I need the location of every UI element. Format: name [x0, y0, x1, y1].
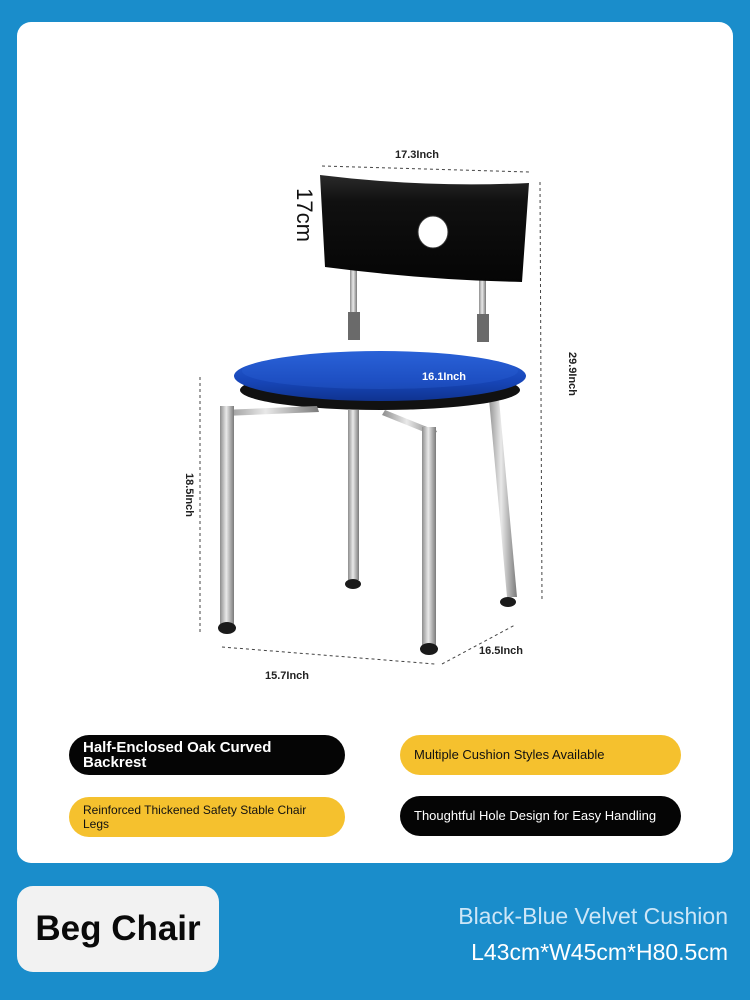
feature-backrest: Half-Enclosed Oak Curved Backrest: [69, 735, 345, 775]
feature-handle-hole: Thoughtful Hole Design for Easy Handling: [400, 796, 681, 836]
feature-chair-legs: Reinforced Thickened Safety Stable Chair Legs: [69, 797, 345, 837]
seat-diameter-label: 16.1Inch: [422, 371, 467, 383]
front-width-label: 15.7Inch: [265, 670, 310, 682]
backrest-height-label: 17cm: [291, 188, 317, 242]
back-right-leg: [488, 388, 517, 597]
depth-label: 16.5Inch: [479, 645, 524, 657]
seat-height-label: 18.5Inch: [183, 472, 196, 518]
product-size: L43cm*W45cm*H80.5cm: [471, 939, 728, 965]
top-width-label: 17.3Inch: [395, 149, 440, 161]
total-height-label: 29.9Inch: [566, 351, 579, 397]
product-variant: Black-Blue Velvet Cushion: [458, 903, 728, 929]
product-card: [17, 22, 733, 863]
feature-cushion-styles: Multiple Cushion Styles Available: [400, 735, 681, 775]
front-left-leg: [220, 406, 234, 624]
front-right-leg: [422, 427, 436, 645]
product-name: Beg Chair: [17, 886, 219, 972]
back-left-leg: [348, 410, 359, 580]
